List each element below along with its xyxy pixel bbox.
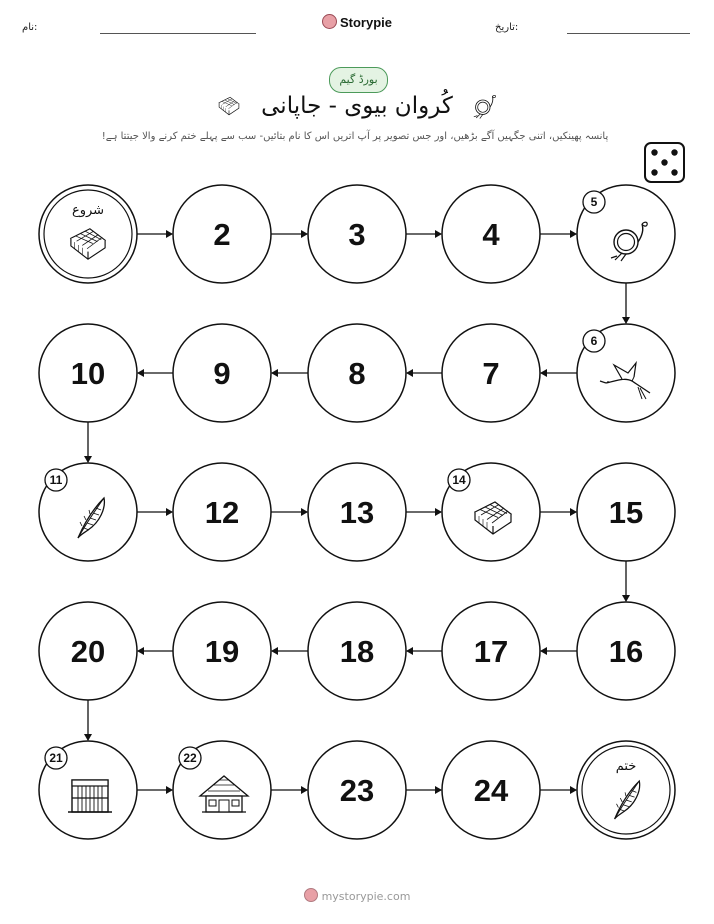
board-square-4 <box>442 185 540 283</box>
square-number: 12 <box>204 495 240 530</box>
board-square-7 <box>442 324 540 422</box>
square-number: 19 <box>204 634 240 669</box>
board-square-22 <box>173 741 271 839</box>
title-rope-icon <box>474 95 496 118</box>
dice-pip <box>661 159 667 165</box>
square-number: 18 <box>339 634 375 669</box>
square-number: 11 <box>49 473 63 487</box>
board-square-9 <box>173 324 271 422</box>
square-number: 24 <box>473 773 509 808</box>
board-square-19 <box>173 602 271 700</box>
board-square-20 <box>39 602 137 700</box>
square-number: 10 <box>70 356 106 391</box>
square-number: 2 <box>213 217 231 252</box>
board-square-13 <box>308 463 406 561</box>
board-square-12 <box>173 463 271 561</box>
board-square-6 <box>577 324 675 422</box>
board-square-2 <box>173 185 271 283</box>
board-game-badge: بورڈ گیم <box>329 67 388 93</box>
board-squares <box>39 185 675 839</box>
square-number: 15 <box>608 495 644 530</box>
board-square-3 <box>308 185 406 283</box>
board-square-14 <box>442 463 540 561</box>
board-square-21 <box>39 741 137 839</box>
board-square-18 <box>308 602 406 700</box>
dice-pip <box>651 169 657 175</box>
board-square-15 <box>577 463 675 561</box>
name-label: نام: <box>22 22 38 33</box>
board-square-16 <box>577 602 675 700</box>
square-number: 21 <box>49 751 63 765</box>
board-square-11 <box>39 463 137 561</box>
board-square-17 <box>442 602 540 700</box>
square-number: 20 <box>70 634 106 669</box>
date-label: تاریخ: <box>495 22 519 33</box>
board-square-8 <box>308 324 406 422</box>
title-quilt-icon <box>219 97 239 115</box>
square-number: 16 <box>608 634 644 669</box>
square-number: 9 <box>213 356 231 391</box>
brand-name: Storypie <box>339 15 392 30</box>
footer <box>0 888 714 903</box>
square-number: 22 <box>183 751 197 765</box>
board-square-1 <box>39 185 137 283</box>
storypie-footer-logo-icon <box>304 888 318 902</box>
square-number: 3 <box>348 217 366 252</box>
square-number: 17 <box>473 634 509 669</box>
board-square-10 <box>39 324 137 422</box>
square-number: 6 <box>590 334 598 348</box>
board-square-24 <box>442 741 540 839</box>
square-number: 7 <box>482 356 500 391</box>
finish-label: ختم <box>615 759 637 774</box>
dice-pip <box>651 149 657 155</box>
board-square-5 <box>577 185 675 283</box>
loom-icon <box>68 780 112 812</box>
dice-pip <box>671 149 677 155</box>
start-label: شروع <box>71 203 105 218</box>
square-number: 5 <box>590 195 598 209</box>
page-title: کُروان بیوی - جاپانی <box>261 93 453 119</box>
square-number: 13 <box>339 495 375 530</box>
board-square-25 <box>577 741 675 839</box>
dice-pip <box>671 169 677 175</box>
square-number: 23 <box>339 773 375 808</box>
square-number: 8 <box>348 356 366 391</box>
square-number: 4 <box>482 217 500 252</box>
board-square-23 <box>308 741 406 839</box>
square-number: 14 <box>452 473 466 487</box>
instructions: پانسہ پھینکیں، اتنی جگہیں آگے بڑھیں، اور جس تصویر پر آپ اتریں اس کا نام بتائیں- سب سے پہلے ختم کرنے والا جیتتا ہے! <box>101 131 609 142</box>
footer-url: mystorypie.com <box>321 890 411 903</box>
